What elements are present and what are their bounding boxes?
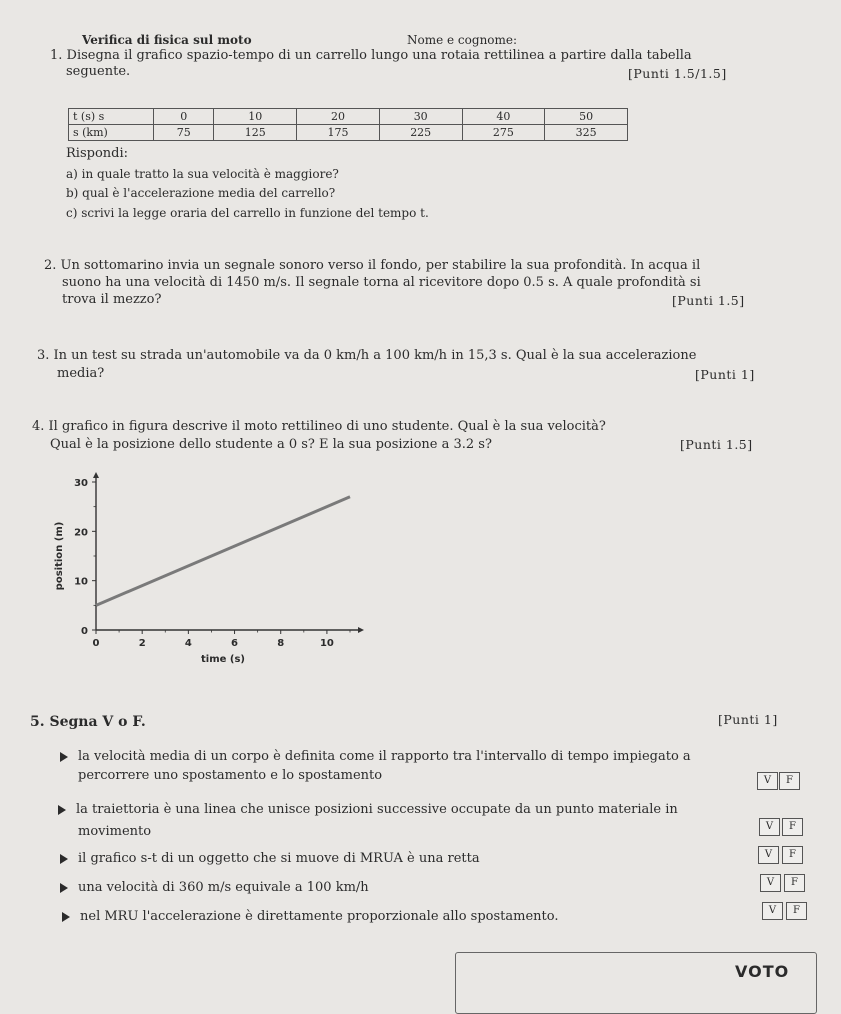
q5-item-3-f-box[interactable]: F xyxy=(782,846,803,864)
q3-text-line2: media? xyxy=(57,366,105,381)
table-cell: 225 xyxy=(379,125,462,141)
y-axis-arrow xyxy=(93,472,99,478)
chart-lines xyxy=(96,497,350,606)
q1-points: [Punti 1.5/1.5] xyxy=(628,66,727,81)
table-cell: 0 xyxy=(154,109,214,125)
q2-text-line3: trova il mezzo? xyxy=(62,292,162,307)
y-tick-label: 20 xyxy=(74,527,88,539)
q2-points: [Punti 1.5] xyxy=(672,293,745,308)
q5-heading: 5. Segna V o F. xyxy=(30,714,146,730)
q4-text-line2: Qual è la posizione dello studente a 0 s? E la sua posizione a 3.2 s? xyxy=(50,437,492,452)
x-tick-label: 8 xyxy=(277,638,285,649)
q4-points: [Punti 1.5] xyxy=(680,437,753,452)
position-time-chart xyxy=(40,470,380,670)
table-cell: 30 xyxy=(379,109,462,125)
q5-item-1-v-box[interactable]: V xyxy=(757,772,778,790)
y-axis-label: position (m) xyxy=(54,521,65,591)
y-tick-label: 30 xyxy=(74,478,88,489)
x-tick-label: 10 xyxy=(319,638,334,649)
q2-text-line2: suono ha una velocità di 1450 m/s. Il segnale torna al ricevitore dopo 0.5 s. A quale profondità si xyxy=(62,275,701,290)
q5-item-4-v-box[interactable]: V xyxy=(760,874,781,892)
table-cell: 20 xyxy=(297,109,380,125)
q5-item-5-line1: nel MRU l'accelerazione è direttamente proporzionale allo spostamento. xyxy=(62,909,559,924)
q5-points: [Punti 1] xyxy=(718,712,778,727)
table-cell: 10 xyxy=(214,109,297,125)
q5-item-5-f-box[interactable]: F xyxy=(786,902,807,920)
table-row xyxy=(69,109,628,125)
table-cell: 125 xyxy=(214,125,297,141)
chart-axes xyxy=(54,472,364,665)
q5-item-2-f-box[interactable]: F xyxy=(782,818,803,836)
name-label: Nome e cognome: xyxy=(407,33,518,47)
q4-text-line1: 4. Il grafico in figura descrive il moto rettilineo di uno studente. Qual è la sua velocità? xyxy=(32,419,606,434)
q5-item-4-f-box[interactable]: F xyxy=(784,874,805,892)
q1-sub-b: b) qual è l'accelerazione media del carrello? xyxy=(66,186,336,200)
series-line-position xyxy=(96,497,350,606)
q3-text-line1: 3. In un test su strada un'automobile va da 0 km/h a 100 km/h in 15,3 s. Qual è la sua accelerazione xyxy=(37,348,697,363)
q1-text-line2: seguente. xyxy=(66,64,131,79)
x-tick-label: 0 xyxy=(92,638,100,649)
q5-item-3-line1: il grafico s-t di un oggetto che si muove di MRUA è una retta xyxy=(60,851,480,866)
q2-text-line1: 2. Un sottomarino invia un segnale sonoro verso il fondo, per stabilire la sua profondità. In acqua il xyxy=(44,258,701,273)
y-tick-label: 0 xyxy=(81,626,88,637)
x-tick-label: 4 xyxy=(184,638,192,649)
table-row xyxy=(69,125,628,141)
y-tick-label: 10 xyxy=(74,576,88,588)
x-tick-label: 2 xyxy=(138,638,146,649)
q5-item-1-f-box[interactable]: F xyxy=(779,772,800,790)
chart-ticks xyxy=(74,478,350,649)
q3-points: [Punti 1] xyxy=(695,367,755,382)
q5-item-1-line1: la velocità media di un corpo è definita come il rapporto tra l'intervallo di tempo impiegato a xyxy=(60,749,691,764)
table-cell: 275 xyxy=(462,125,545,141)
q5-item-2-line2: movimento xyxy=(78,824,152,839)
table-cell: 75 xyxy=(154,125,214,141)
q1-rispondi: Rispondi: xyxy=(66,146,128,161)
table-cell: 325 xyxy=(545,125,628,141)
x-tick-label: 6 xyxy=(231,638,239,649)
q5-item-2-line1: la traiettoria è una linea che unisce posizioni successive occupate da un punto materiale in xyxy=(58,802,678,817)
x-axis-arrow xyxy=(358,627,364,633)
q1-text-line1: 1. Disegna il grafico spazio-tempo di un carrello lungo una rotaia rettilinea a partire dalla tabella xyxy=(50,48,692,63)
grade-label: VOTO xyxy=(735,962,790,981)
table-row-label: s (km) xyxy=(69,125,154,141)
q1-sub-a: a) in quale tratto la sua velocità è maggiore? xyxy=(66,167,339,181)
q1-data-table xyxy=(68,108,628,141)
q5-item-4-line1: una velocità di 360 m/s equivale a 100 km/h xyxy=(60,880,369,895)
table-cell: 40 xyxy=(462,109,545,125)
q5-item-3-v-box[interactable]: V xyxy=(758,846,779,864)
q1-sub-c: c) scrivi la legge oraria del carrello in funzione del tempo t. xyxy=(66,206,429,220)
table-row-label: t (s) s xyxy=(69,109,154,125)
worksheet-title: Verifica di fisica sul moto xyxy=(82,33,252,47)
table-cell: 175 xyxy=(297,125,380,141)
q5-item-5-v-box[interactable]: V xyxy=(762,902,783,920)
q5-item-2-v-box[interactable]: V xyxy=(759,818,780,836)
x-axis-label: time (s) xyxy=(201,654,245,665)
table-cell: 50 xyxy=(545,109,628,125)
q5-item-1-line2: percorrere uno spostamento e lo spostamento xyxy=(78,768,383,783)
